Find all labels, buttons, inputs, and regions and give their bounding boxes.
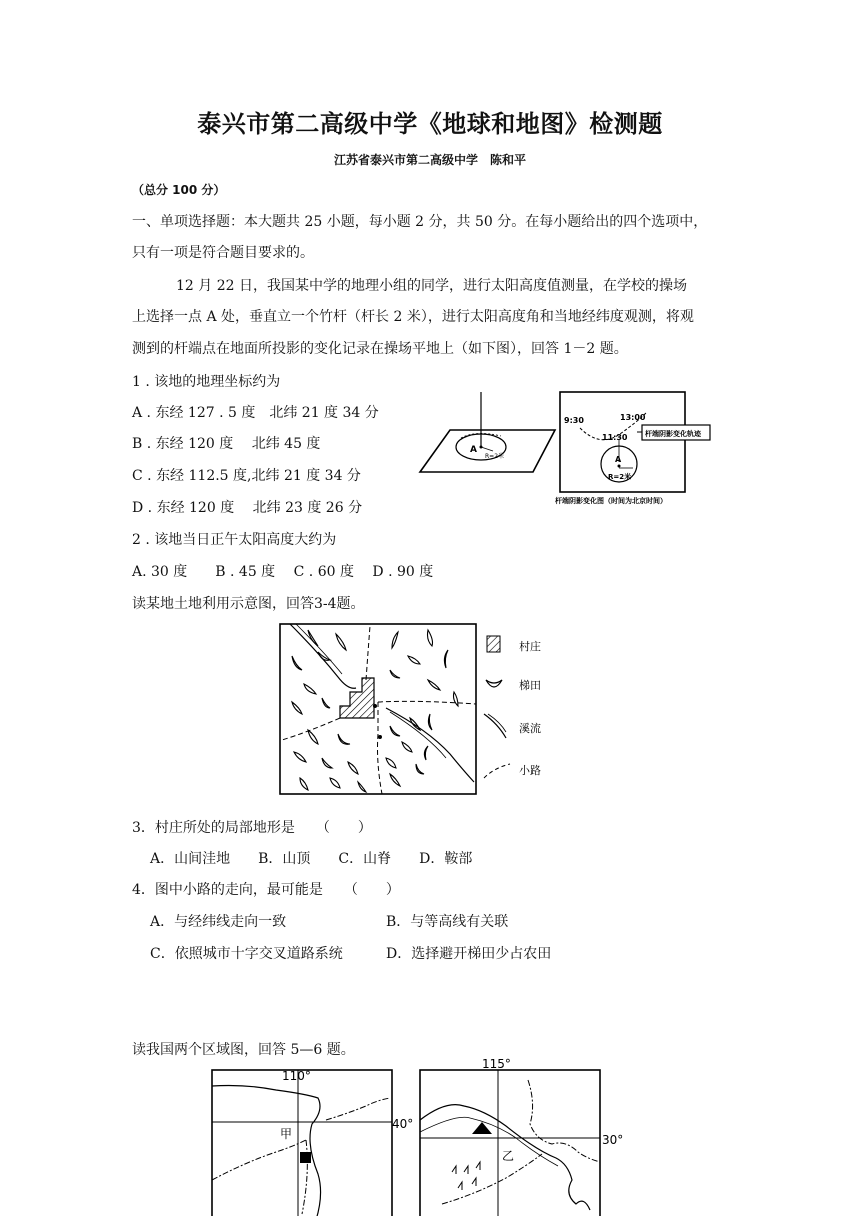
left-square-marker: [300, 1152, 311, 1163]
intro-q3-4: 读某地土地利用示意图，回答3-4题。: [132, 596, 365, 612]
left-place-label: 甲: [280, 1127, 293, 1141]
q4-option-d: D．选择避开梯田少占农田: [386, 946, 552, 962]
ground-plane: [420, 430, 555, 472]
track-label: 杆端阴影变化轨迹: [645, 430, 701, 438]
land-use-map: [278, 622, 558, 798]
shadow-figure-caption: 杆端阴影变化图（时间为北京时间）: [555, 497, 667, 505]
q3-options: A．山间洼地 B．山顶 C．山脊 D．鞍部: [150, 851, 473, 867]
legend-terrace: 梯田: [519, 679, 541, 692]
time-930: 9:30: [564, 416, 584, 425]
intro-q1-2-line1: 12 月 22 日，我国某中学的地理小组的同学，进行太阳高度值测量，在学校的操场: [176, 278, 687, 294]
label-r-left: R=2米: [485, 453, 505, 460]
path-south: [378, 702, 383, 794]
left-longitude: 110°: [282, 1069, 311, 1083]
legend-terrace-icon: [486, 680, 502, 687]
path-east: [378, 701, 476, 704]
q1-option-c: C . 东经 112.5 度,北纬 21 度 34 分: [132, 468, 361, 484]
q1-option-a: A . 东经 127 . 5 度 北纬 21 度 34 分: [132, 405, 379, 421]
stream-upper-left-bank: [296, 624, 342, 674]
author-line: 江苏省泰兴市第二高级中学 陈和平: [333, 153, 526, 167]
q2-options: A. 30 度 B . 45 度 C . 60 度 D . 90 度: [132, 564, 434, 580]
left-boundary-s: [302, 1140, 307, 1214]
label-a-right: A: [615, 455, 622, 464]
legend-stream: 溪流: [519, 722, 541, 735]
q1-option-b: B . 东经 120 度 北纬 45 度: [132, 436, 321, 452]
q1-stem: 1 . 该地的地理坐标约为: [132, 374, 281, 390]
right-longitude: 115°: [482, 1057, 511, 1071]
q4-option-c: C．依照城市十字交叉道路系统: [150, 946, 343, 962]
point-a-right: [618, 465, 621, 468]
right-river-bank: [420, 1117, 558, 1166]
legend-village: 村庄: [519, 640, 541, 653]
q4-option-a: A．与经纬线走向一致: [150, 914, 287, 930]
intro-q1-2-line3: 测到的杆端点在地面所投影的变化记录在操场平地上（如下图），回答 1－2 题。: [132, 341, 628, 357]
stream-lower-right: [386, 708, 474, 782]
right-map-frame: [420, 1070, 600, 1216]
label-r-right: R=2米: [608, 473, 632, 481]
section-heading-line2: 只有一项是符合题目要求的。: [132, 245, 314, 261]
left-map-frame: [212, 1070, 392, 1216]
path-north: [366, 626, 370, 680]
q2-stem: 2 . 该地当日正午太阳高度大约为: [132, 532, 337, 548]
legend-stream-icon: [484, 714, 506, 738]
radius-left: [481, 447, 493, 451]
intro-q5-6: 读我国两个区域图，回答 5—6 题。: [132, 1042, 355, 1058]
q1-option-d: D . 东经 120 度 北纬 23 度 26 分: [132, 500, 363, 516]
left-boundary-ne: [326, 1098, 390, 1120]
label-a-left: A: [470, 445, 477, 455]
total-score: （总分 100 分）: [132, 183, 226, 197]
page-title: 泰兴市第二高级中学《地球和地图》检测题: [197, 110, 663, 138]
legend-path: 小路: [519, 764, 541, 777]
left-latitude: 40°: [392, 1117, 414, 1131]
q4-stem: 4．图中小路的走向，最可能是 （ ）: [132, 882, 400, 898]
legend-village-icon: [487, 636, 500, 652]
intro-q1-2-line2: 上选择一点 A 处，垂直立一个竹杆（杆长 2 米），进行太阳高度角和当地经纬度观测，将观: [132, 309, 694, 325]
legend-stream-bank: [488, 714, 506, 732]
section-heading-line1: 一、单项选择题：本大题共 25 小题，每小题 2 分，共 50 分。在每小题给出的四个选项中，: [132, 214, 708, 230]
q3-stem: 3．村庄所处的局部地形是 （ ）: [132, 820, 372, 836]
regional-maps: [206, 1054, 646, 1216]
terraces: [292, 630, 458, 792]
shadow-diagram: [415, 390, 701, 508]
left-boundary-sw: [212, 1140, 306, 1180]
right-hill-symbols: [452, 1162, 480, 1190]
right-place-label: 乙: [502, 1149, 515, 1163]
time-1300: 13:00: [620, 413, 646, 422]
left-river: [212, 1086, 321, 1216]
legend-path-icon: [484, 764, 510, 778]
q4-option-b: B．与等高线有关联: [386, 914, 509, 930]
time-1130: 11:30: [602, 433, 628, 442]
right-boundary-south: [442, 1154, 542, 1204]
path-node-2: [378, 735, 382, 739]
path-node-1: [373, 704, 377, 708]
right-latitude: 30°: [602, 1133, 624, 1147]
